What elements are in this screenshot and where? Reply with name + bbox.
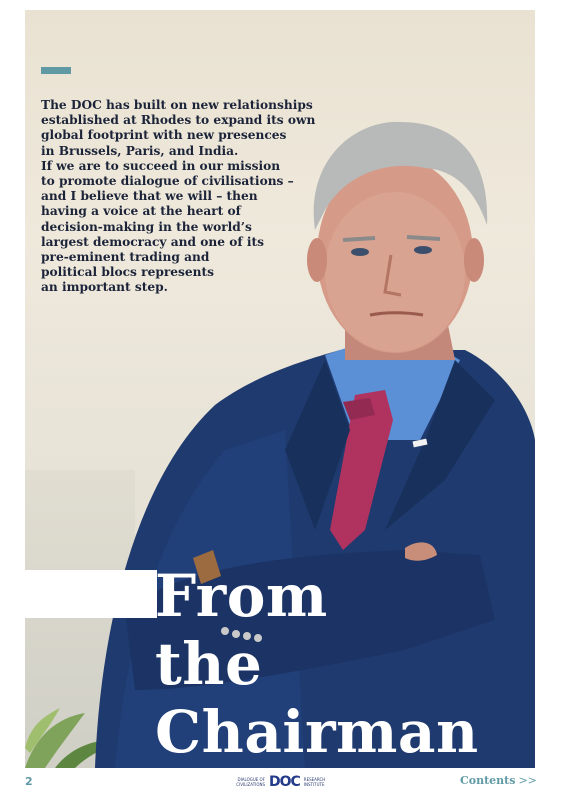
accent-bar (41, 67, 71, 74)
title-line-2: the (155, 630, 263, 698)
title-line-1: From (155, 562, 328, 630)
title-line-3: Chairman (155, 698, 479, 766)
contents-arrows-icon: >> (518, 774, 537, 787)
logo-right-text: RESEARCH INSTITUTE (303, 777, 326, 787)
doc-logo (233, 773, 336, 791)
logo-left-text: DIALOGUE OF CIVILIZATIONS (236, 777, 265, 787)
contents-link[interactable] (460, 774, 537, 787)
title-block (25, 562, 535, 768)
logo-mark: DOC (269, 774, 300, 790)
title-white-strip (25, 570, 157, 618)
page-number: 2 (25, 775, 33, 788)
chairman-photo (25, 10, 535, 768)
contents-label: Contents (460, 774, 516, 787)
chairman-quote: The DOC has built on new relationships established at Rhodes to expand its own global footprint with new presences in Brussels, Paris, and India. If we are to succeed in our mission to promote dialogue of civilisations – and I believe that we will – then having a voice at the heart of decision-making in the world’s largest democracy and one of its pre-eminent trading and political blocs represents an important step. (41, 98, 316, 295)
